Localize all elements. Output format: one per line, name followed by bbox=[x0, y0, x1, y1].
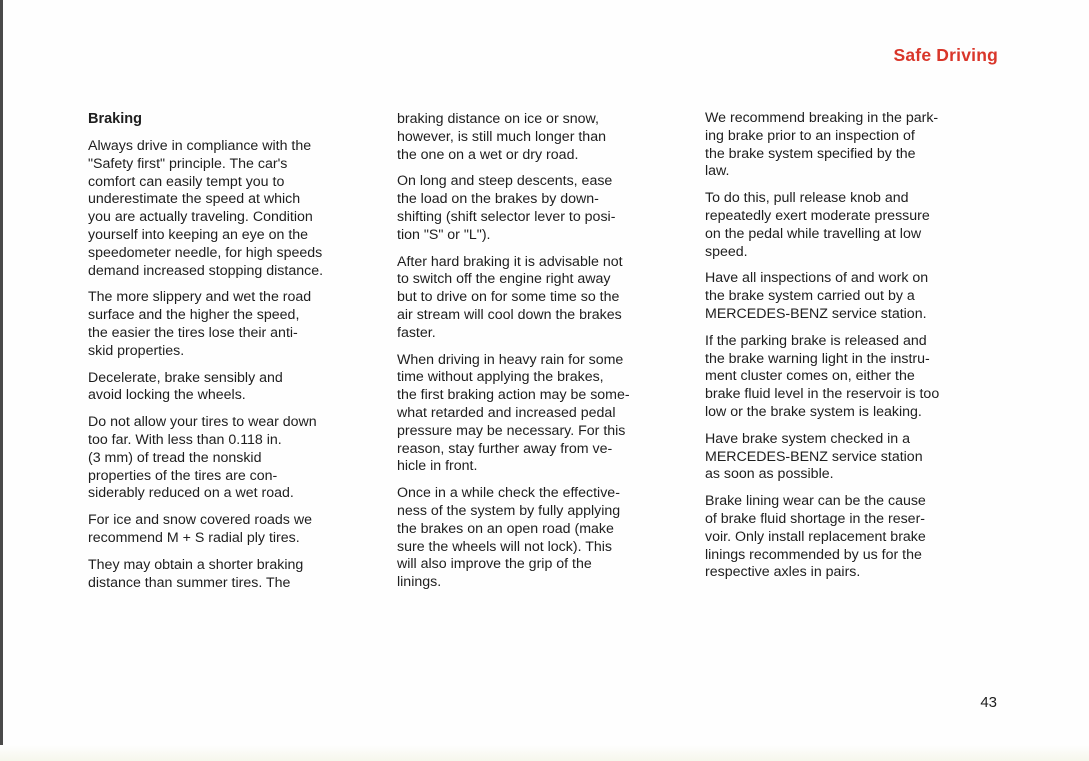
text-line: We recommend breaking in the park- bbox=[705, 110, 939, 126]
text-line: pressure may be necessary. For this bbox=[397, 422, 626, 439]
text-column-1 bbox=[88, 110, 378, 601]
text-line: After hard braking it is advisable not bbox=[397, 253, 623, 270]
text-line: underestimate the speed at which bbox=[88, 191, 301, 208]
text-line: faster. bbox=[397, 324, 436, 341]
text-line: Once in a while check the effective- bbox=[397, 485, 620, 502]
page-edge bbox=[0, 0, 3, 761]
text-line: but to drive on for some time so the bbox=[397, 289, 620, 306]
paragraph bbox=[397, 254, 687, 343]
text-line: the brake system specified by the bbox=[705, 145, 916, 162]
paragraph bbox=[705, 110, 995, 181]
text-line: air stream will cool down the brakes bbox=[397, 306, 622, 323]
text-column-3 bbox=[705, 110, 995, 591]
paragraph bbox=[88, 414, 378, 503]
text-line: the load on the brakes by down- bbox=[397, 191, 599, 208]
text-line: speed. bbox=[705, 243, 748, 260]
text-line: time without applying the brakes, bbox=[397, 369, 604, 386]
text-line: siderably reduced on a wet road. bbox=[88, 485, 294, 502]
text-line: reason, stay further away from ve- bbox=[397, 440, 613, 457]
text-line: law. bbox=[705, 163, 730, 180]
text-line: When driving in heavy rain for some bbox=[397, 351, 624, 368]
text-line: MERCEDES-BENZ service station. bbox=[705, 305, 927, 322]
text-line: Do not allow your tires to wear down bbox=[88, 414, 317, 431]
text-line: comfort can easily tempt you to bbox=[88, 173, 285, 190]
text-line: For ice and snow covered roads we bbox=[88, 512, 312, 529]
text-line: voir. Only install replacement brake bbox=[705, 528, 926, 545]
text-line: too far. With less than 0.118 in. bbox=[88, 431, 282, 448]
paragraph bbox=[397, 173, 687, 244]
paragraph bbox=[88, 557, 378, 593]
text-line: repeatedly exert moderate pressure bbox=[705, 207, 930, 224]
text-line: linings recommended by us for the bbox=[705, 546, 922, 563]
text-line: recommend M + S radial ply tires. bbox=[88, 529, 300, 546]
text-line: surface and the higher the speed, bbox=[88, 307, 300, 324]
text-line: yourself into keeping an eye on the bbox=[88, 226, 309, 243]
text-line: ing brake prior to an inspection of bbox=[705, 127, 915, 144]
text-line: linings. bbox=[397, 574, 442, 591]
text-line: the brake warning light in the instru- bbox=[705, 350, 930, 367]
text-line: tion "S" or "L"). bbox=[397, 226, 491, 243]
text-line: MERCEDES-BENZ service station bbox=[705, 448, 923, 465]
text-line: ness of the system by fully applying bbox=[397, 502, 621, 519]
text-line: Have brake system checked in a bbox=[705, 430, 911, 447]
text-line: ment cluster comes on, either the bbox=[705, 368, 915, 385]
text-line: sure the wheels will not lock). This bbox=[397, 538, 613, 555]
text-line: the one on a wet or dry road. bbox=[397, 146, 579, 163]
text-line: The more slippery and wet the road bbox=[88, 289, 312, 306]
paragraph bbox=[88, 289, 378, 360]
page-bottom-tint bbox=[0, 745, 1089, 761]
text-line: the first braking action may be some- bbox=[397, 387, 630, 404]
paragraph bbox=[705, 333, 995, 422]
text-line: skid properties. bbox=[88, 342, 185, 359]
text-line: On long and steep descents, ease bbox=[397, 173, 613, 190]
text-line: brake fluid level in the reservoir is too bbox=[705, 386, 940, 403]
paragraph bbox=[705, 190, 995, 261]
text-column-2 bbox=[397, 111, 687, 601]
text-line: braking distance on ice or snow, bbox=[397, 111, 599, 127]
text-line: to switch off the engine right away bbox=[397, 271, 611, 288]
text-line: "Safety first" principle. The car's bbox=[88, 155, 288, 172]
text-line: of brake fluid shortage in the reser- bbox=[705, 510, 926, 527]
text-line: If the parking brake is released and bbox=[705, 332, 927, 349]
text-line: the easier the tires lose their anti- bbox=[88, 324, 298, 341]
text-line: avoid locking the wheels. bbox=[88, 387, 246, 404]
text-line: however, is still much longer than bbox=[397, 128, 606, 145]
braking-heading: Braking bbox=[88, 111, 142, 127]
paragraph bbox=[397, 111, 687, 164]
text-line: (3 mm) of tread the nonskid bbox=[88, 449, 262, 466]
paragraph bbox=[88, 370, 378, 406]
text-line: shifting (shift selector lever to posi- bbox=[397, 208, 616, 225]
paragraph bbox=[705, 270, 995, 323]
text-line: as soon as possible. bbox=[705, 466, 834, 483]
text-line: Always drive in compliance with the bbox=[88, 138, 312, 154]
text-line: properties of the tires are con- bbox=[88, 467, 278, 484]
text-line: on the pedal while travelling at low bbox=[705, 225, 922, 242]
text-line: To do this, pull release knob and bbox=[705, 190, 909, 207]
text-line: Decelerate, brake sensibly and bbox=[88, 369, 283, 386]
text-line: low or the brake system is leaking. bbox=[705, 403, 922, 420]
page-number: 43 bbox=[980, 694, 997, 711]
text-line: the brakes on an open road (make bbox=[397, 520, 614, 537]
text-line: the brake system carried out by a bbox=[705, 288, 915, 305]
paragraph bbox=[88, 138, 378, 280]
text-line: hicle in front. bbox=[397, 458, 478, 475]
paragraph bbox=[397, 485, 687, 592]
text-line: demand increased stopping distance. bbox=[88, 262, 324, 279]
text-line: will also improve the grip of the bbox=[397, 556, 592, 573]
paragraph bbox=[397, 352, 687, 477]
text-line: speedometer needle, for high speeds bbox=[88, 244, 323, 261]
text-line: They may obtain a shorter braking bbox=[88, 556, 304, 573]
paragraph bbox=[705, 493, 995, 582]
text-line: Have all inspections of and work on bbox=[705, 270, 929, 287]
paragraph bbox=[88, 512, 378, 548]
text-line: you are actually traveling. Condition bbox=[88, 209, 313, 226]
section-title: Safe Driving bbox=[893, 45, 998, 65]
text-line: Brake lining wear can be the cause bbox=[705, 493, 926, 510]
paragraph bbox=[705, 431, 995, 484]
text-line: respective axles in pairs. bbox=[705, 564, 861, 581]
text-line: what retarded and increased pedal bbox=[397, 404, 616, 421]
text-line: distance than summer tires. The bbox=[88, 574, 291, 591]
